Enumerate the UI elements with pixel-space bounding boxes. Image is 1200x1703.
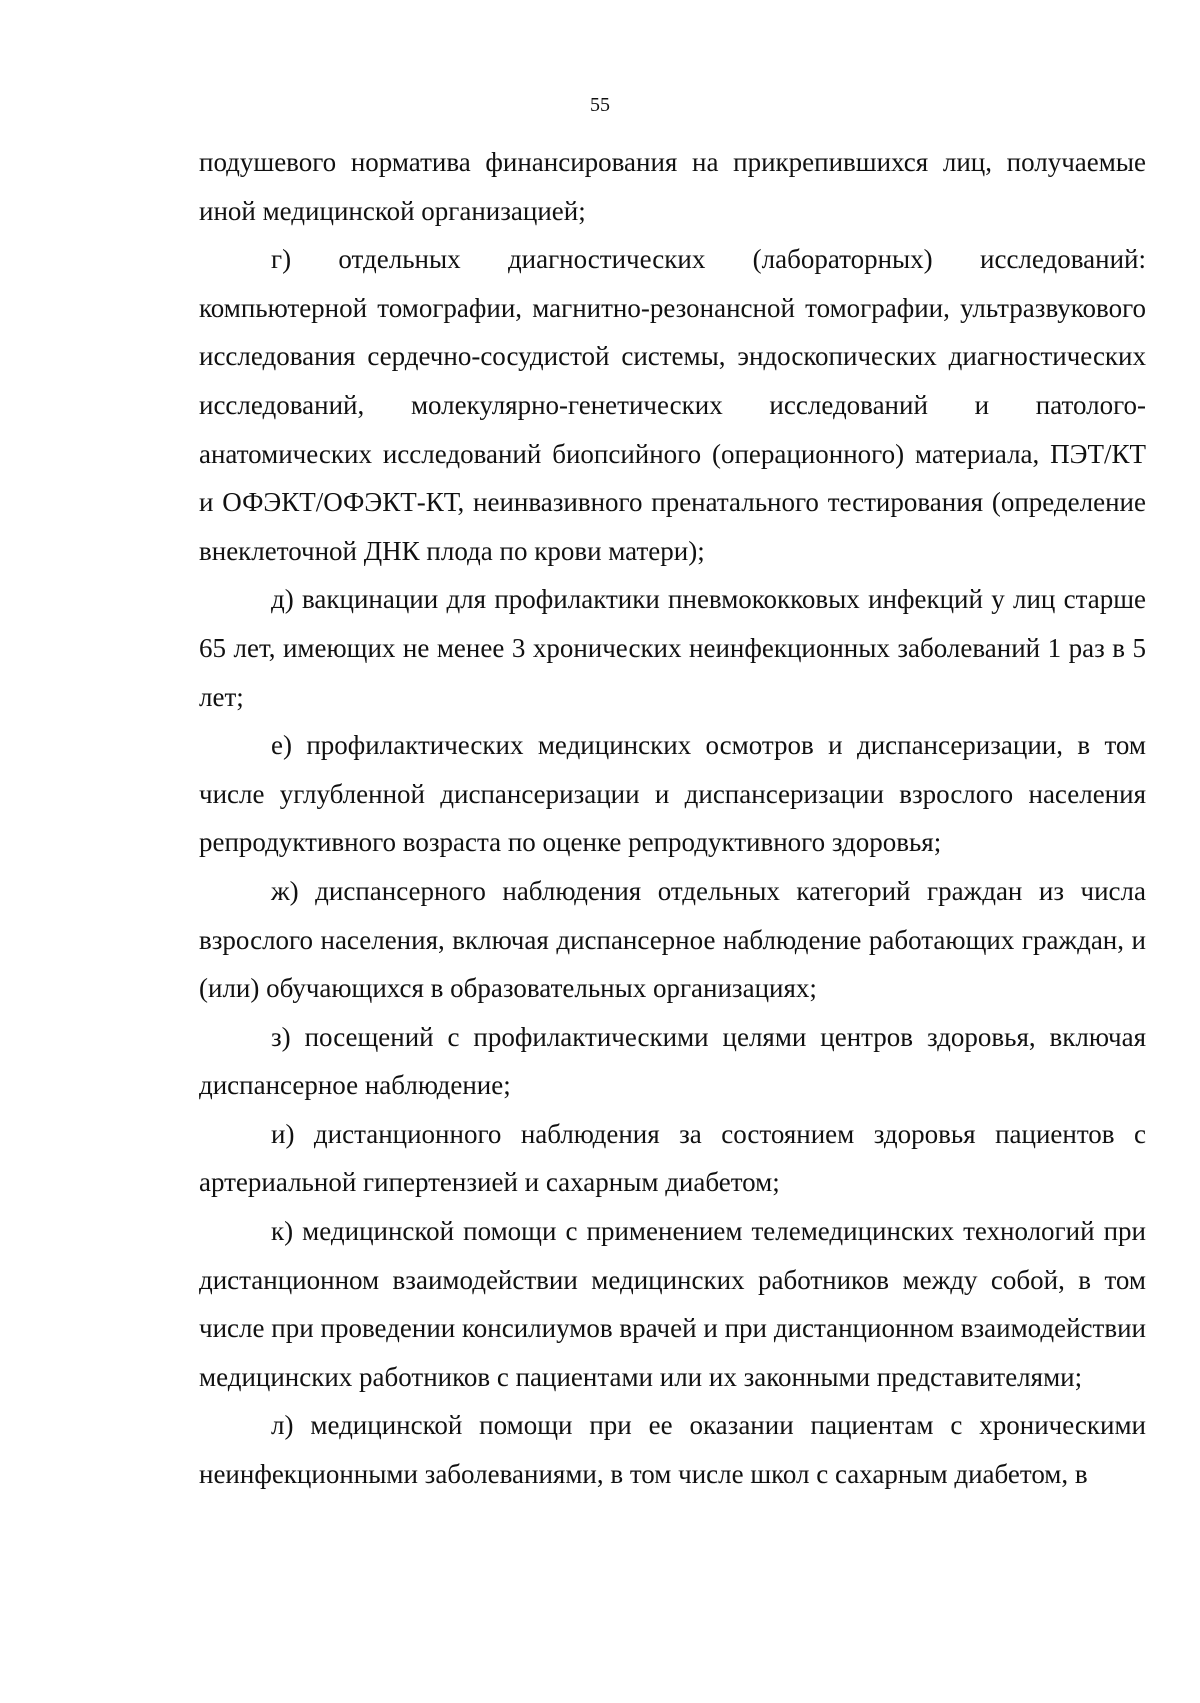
- page-body: [199, 138, 1146, 1499]
- paragraph-item-l: л) медицинской помощи при ее оказании пациентам с хроническими неинфекционными заболеваниями, в том числе школ с сахарным диабетом, в: [199, 1410, 1146, 1490]
- paragraph-item-z: з) посещений с профилактическими целями центров здоровья, включая диспансерное наблюдение;: [199, 1021, 1146, 1101]
- paragraph-continuation: подушевого норматива финансирования на прикрепившихся лиц, получаемые иной медицинской организацией;: [199, 147, 1146, 226]
- page-number: 55: [590, 94, 610, 116]
- paragraph-item-d: д) вакцинации для профилактики пневмококковых инфекций у лиц старше 65 лет, имеющих не менее 3 хронических неинфекционных заболеваний 1 раз в 5 лет;: [199, 584, 1146, 712]
- paragraph-item-g: г) отдельных диагностических (лабораторных) исследований: компьютерной томографии, магнитно-резонансной томографии, ультразвукового исследования сердечно-сосудистой системы, эндоскопических диагностических исследований, молекулярно-генетических исследований и патолого-анатомических исследований биопсийного (операционного) материала, ПЭТ/КТ и ОФЭКТ/ОФЭКТ-КТ, неинвазивного пренатального тестирования (определение внеклеточной ДНК плода по крови матери);: [199, 244, 1146, 566]
- paragraph-item-i: и) дистанционного наблюдения за состоянием здоровья пациентов с артериальной гипертензией и сахарным диабетом;: [199, 1118, 1146, 1198]
- paragraph-item-zh: ж) диспансерного наблюдения отдельных категорий граждан из числа взрослого населения, включая диспансерное наблюдение работающих граждан, и (или) обучающихся в образовательных организациях;: [199, 875, 1146, 1004]
- paragraph-item-e: е) профилактических медицинских осмотров и диспансеризации, в том числе углубленной диспансеризации и диспансеризации взрослого населения репродуктивного возраста по оценке репродуктивного здоровья;: [199, 730, 1146, 858]
- paragraph-item-k: к) медицинской помощи с применением телемедицинских технологий при дистанционном взаимодействии медицинских работников между собой, в том числе при проведении консилиумов врачей и при дистанционном взаимодействии медицинских работников с пациентами или их законными представителями;: [199, 1216, 1146, 1392]
